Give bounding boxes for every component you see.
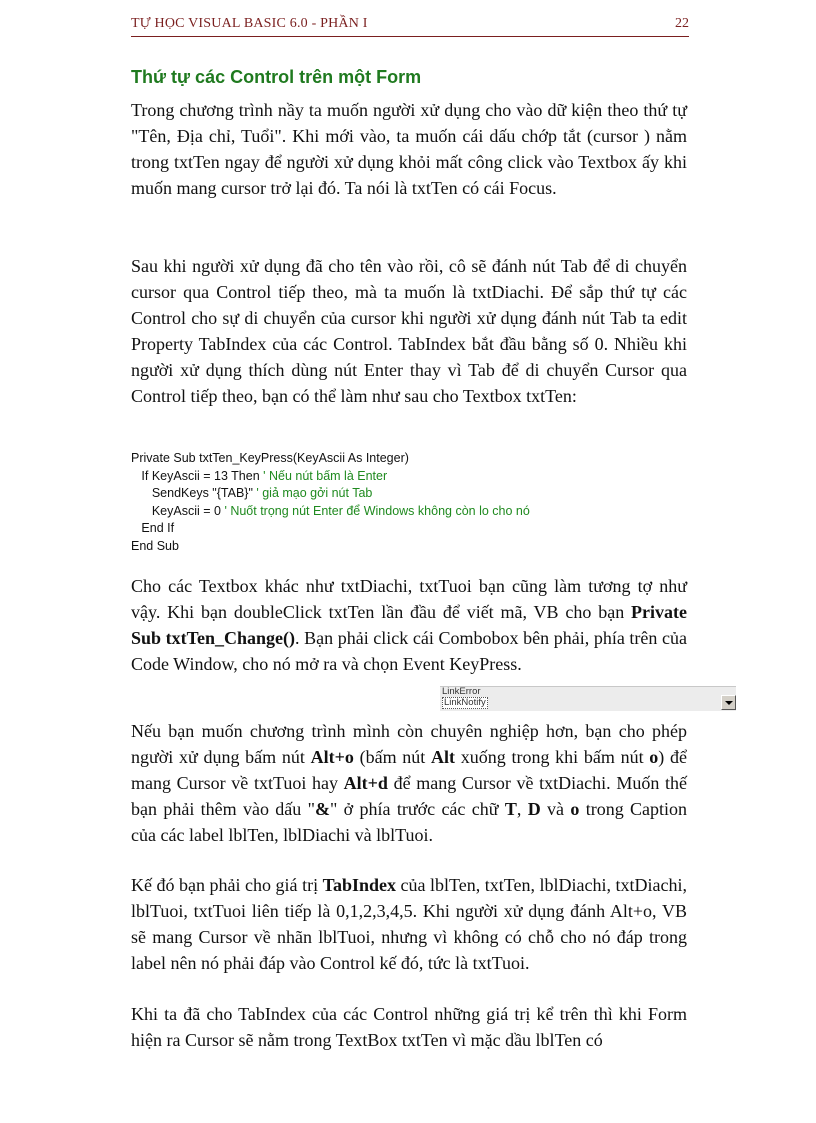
code-line <box>131 520 687 538</box>
code-block <box>131 450 687 556</box>
combo-item: LinkError <box>442 686 481 697</box>
paragraph-hotkeys: Nếu bạn muốn chương trình mình còn chuyên nghiệp hơn, bạn cho phép người xử dụng bấm nút Alt+o (bấm nút Alt xuống trong khi bấm nút o) để mang Cursor về txtTuoi hay Alt+d để mang Cursor về txtDiachi. Muốn thế bạn phải thêm vào dấu "&" ở phía trước các chữ T, D và o trong Caption của các label lblTen, lblDiachi và lblTuoi. <box>131 721 688 845</box>
code-text: Private Sub txtTen_KeyPress(KeyAscii As Integer) <box>131 451 409 465</box>
code-comment: ' Nuốt trọng nút Enter để Windows không còn lo cho nó <box>224 503 530 518</box>
paragraph-focus: Trong chương trình nầy ta muốn người xử dụng cho vào dữ kiện theo thứ tự "Tên, Địa chỉ, Tuổi". Khi mới vào, ta muốn cái dấu chớp tắt (cursor ) nằm trong txtTen ngay để người xử dụng khỏi mất công click vào Textbox ấy khi muốn mang cursor trở lại đó. Ta nói là txtTen có cái Focus. <box>131 100 687 198</box>
code-line <box>131 450 687 468</box>
paragraph-tabindex-values: Kế đó bạn phải cho giá trị TabIndex của lblTen, txtTen, lblDiachi, txtDiachi, lblTuoi, txtTuoi liên tiếp là 0,1,2,3,4,5. Khi người xử dụng đánh Alt+o, VB sẽ mang Cursor về nhãn lblTuoi, nhưng vì không có chỗ cho nó đáp trong label nên nó phải đáp vào Control kế đó, tức là txtTuoi. <box>131 875 687 973</box>
code-text: SendKeys "{TAB}" <box>131 486 257 501</box>
page-header <box>131 14 689 37</box>
code-text: KeyAscii = 0 <box>131 503 225 518</box>
paragraph-form-cursor: Khi ta đã cho TabIndex của các Control những giá trị kể trên thì khi Form hiện ra Cursor sẽ nằm trong TextBox txtTen vì mặc dầu lblTen có <box>131 1004 687 1050</box>
code-text: If KeyAscii = 13 Then <box>131 468 264 483</box>
code-line <box>131 538 687 556</box>
code-line <box>131 468 687 486</box>
combo-item-selected: LinkNotify <box>444 697 486 708</box>
dropdown-arrow-icon <box>721 695 736 710</box>
event-combobox-screenshot <box>440 686 736 711</box>
page-number: 22 <box>675 16 689 31</box>
code-comment: ' giả mạo gởi nút Tab <box>256 486 373 501</box>
code-comment: ' Nếu nút bấm là Enter <box>263 468 388 483</box>
paragraph-tab-order: Sau khi người xử dụng đã cho tên vào rồi, cô sẽ đánh nút Tab để di chuyển cursor qua Control tiếp theo, mà ta muốn là txtDiachi. Để sắp thứ tự các Control cho sự di chuyển của cursor khi người xử dụng đánh nút Tab ta edit Property TabIndex của các Control. TabIndex bắt đầu bằng số 0. Nhiều khi người xử dụng thích dùng nút Enter thay vì Tab để di chuyển Cursor qua Control tiếp theo, bạn có thể làm như sau cho Textbox txtTen: <box>131 256 687 406</box>
code-line <box>131 485 687 503</box>
combo-list <box>442 687 488 709</box>
header-title: TỰ HỌC VISUAL BASIC 6.0 - PHẦN I <box>131 16 368 31</box>
code-text: End Sub <box>131 538 179 553</box>
code-text: End If <box>131 521 175 536</box>
section-heading: Thứ tự các Control trên một Form <box>131 67 422 87</box>
paragraph-other-textboxes: Cho các Textbox khác như txtDiachi, txtTuoi bạn cũng làm tương tợ như vậy. Khi bạn doubleClick txtTen lần đầu để viết mã, VB cho bạn Private Sub txtTen_Change(). Bạn phải click cái Combobox bên phải, phía trên của Code Window, cho nó mở ra và chọn Event KeyPress. <box>131 576 687 674</box>
code-line <box>131 503 687 521</box>
